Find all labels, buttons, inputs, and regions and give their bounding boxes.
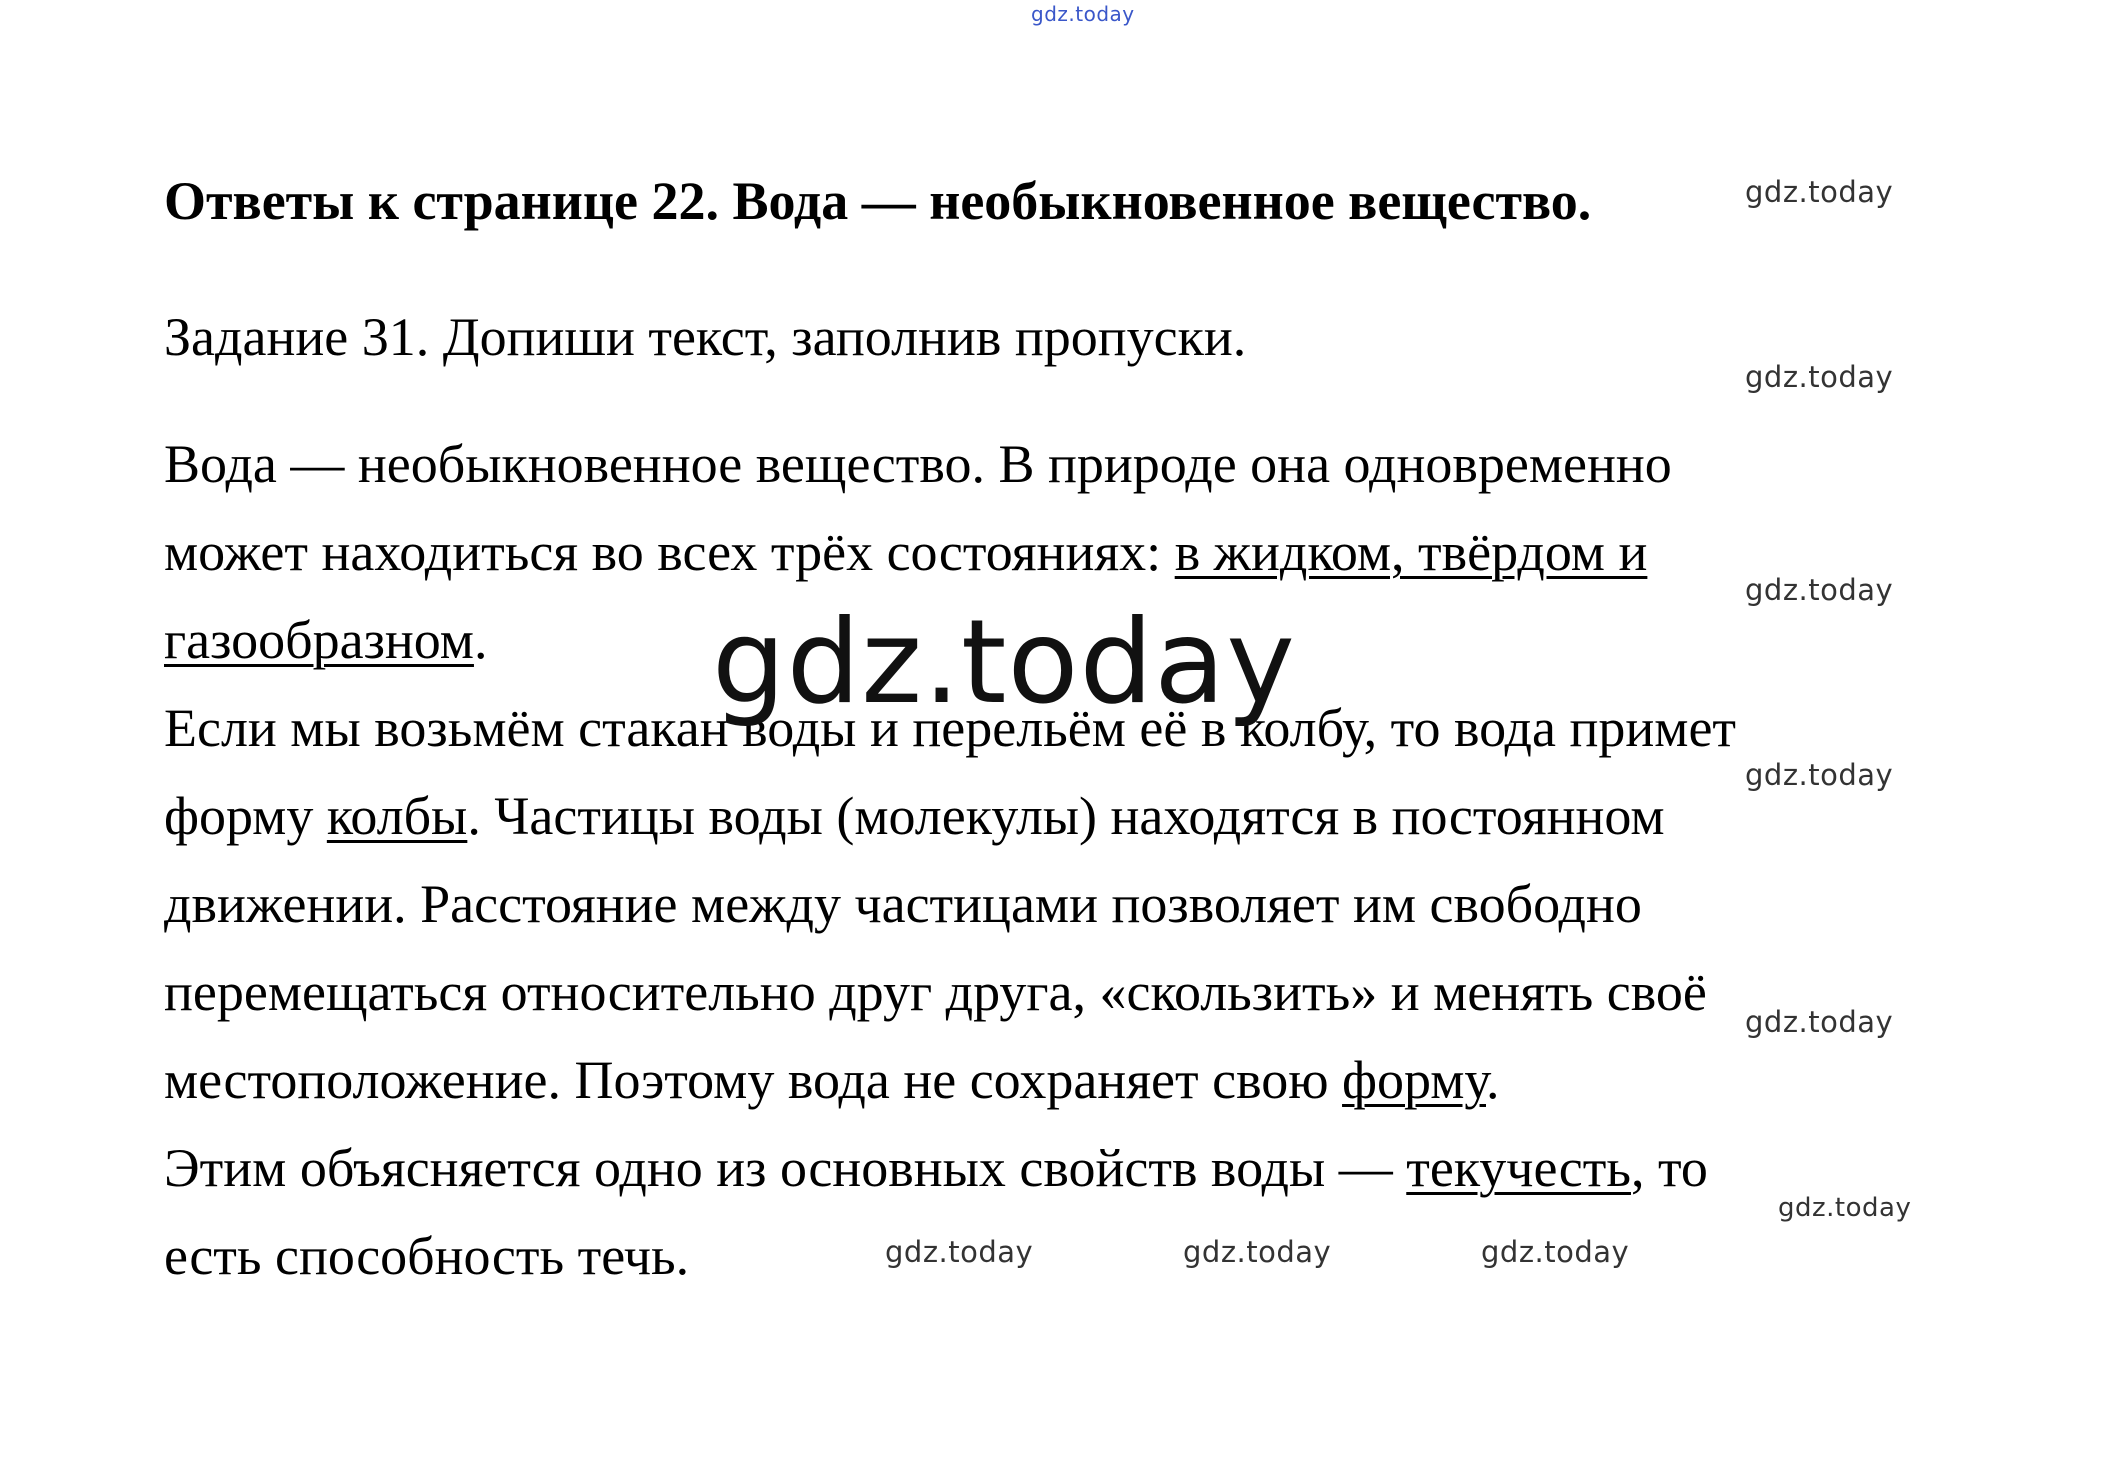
text-line [164,522,1648,582]
watermark: gdz.today [1745,360,1894,394]
text-line [164,610,488,670]
text-line: Вода — необыкновенное вещество. В природе она одновременно [164,434,1672,494]
filled-answer: форму [1342,1050,1486,1110]
filled-answer: газообразном [164,610,474,670]
text-segment: , то [1630,1138,1708,1198]
text-line: движении. Расстояние между частицами позволяет им свободно [164,874,1642,934]
watermark: gdz.today [1745,1005,1894,1039]
task-heading: Задание 31. Допиши текст, заполнив пропуски. [164,307,1247,367]
text-segment: . [1486,1050,1500,1110]
watermark: gdz.today [1481,1235,1630,1269]
watermark: gdz.today [1183,1235,1332,1269]
filled-answer: в жидком, твёрдом и [1174,522,1648,582]
watermark: gdz.today [1745,758,1894,792]
text-segment: Этим объясняется одно из основных свойств воды — [164,1138,1407,1198]
watermark: gdz.today [1778,1193,1912,1223]
text-segment: форму [164,786,327,846]
text-line [164,786,1665,846]
watermark-top: gdz.today [1031,2,1135,26]
text-segment: может находиться во всех трёх состояниях: [164,522,1175,582]
text-segment: . [473,610,488,670]
page-title: Ответы к странице 22. Вода — необыкновенное вещество. [164,171,1592,231]
watermark: gdz.today [1745,175,1894,209]
text-line: есть способность течь. [164,1226,690,1286]
filled-answer: текучесть [1406,1138,1631,1198]
text-segment: . Частицы воды (молекулы) находятся в постоянном [467,786,1665,846]
text-segment: местоположение. Поэтому вода не сохраняет свою [164,1050,1343,1110]
text-line: Если мы возьмём стакан воды и перельём её в колбу, то вода примет [164,698,1737,758]
text-line: перемещаться относительно друг друга, «скользить» и менять своё [164,962,1707,1022]
watermark-large: gdz.today [712,595,1296,730]
watermark: gdz.today [885,1235,1034,1269]
filled-answer: колбы [326,786,468,846]
text-line [164,1138,1708,1198]
watermark: gdz.today [1745,573,1894,607]
text-line [164,1050,1500,1110]
